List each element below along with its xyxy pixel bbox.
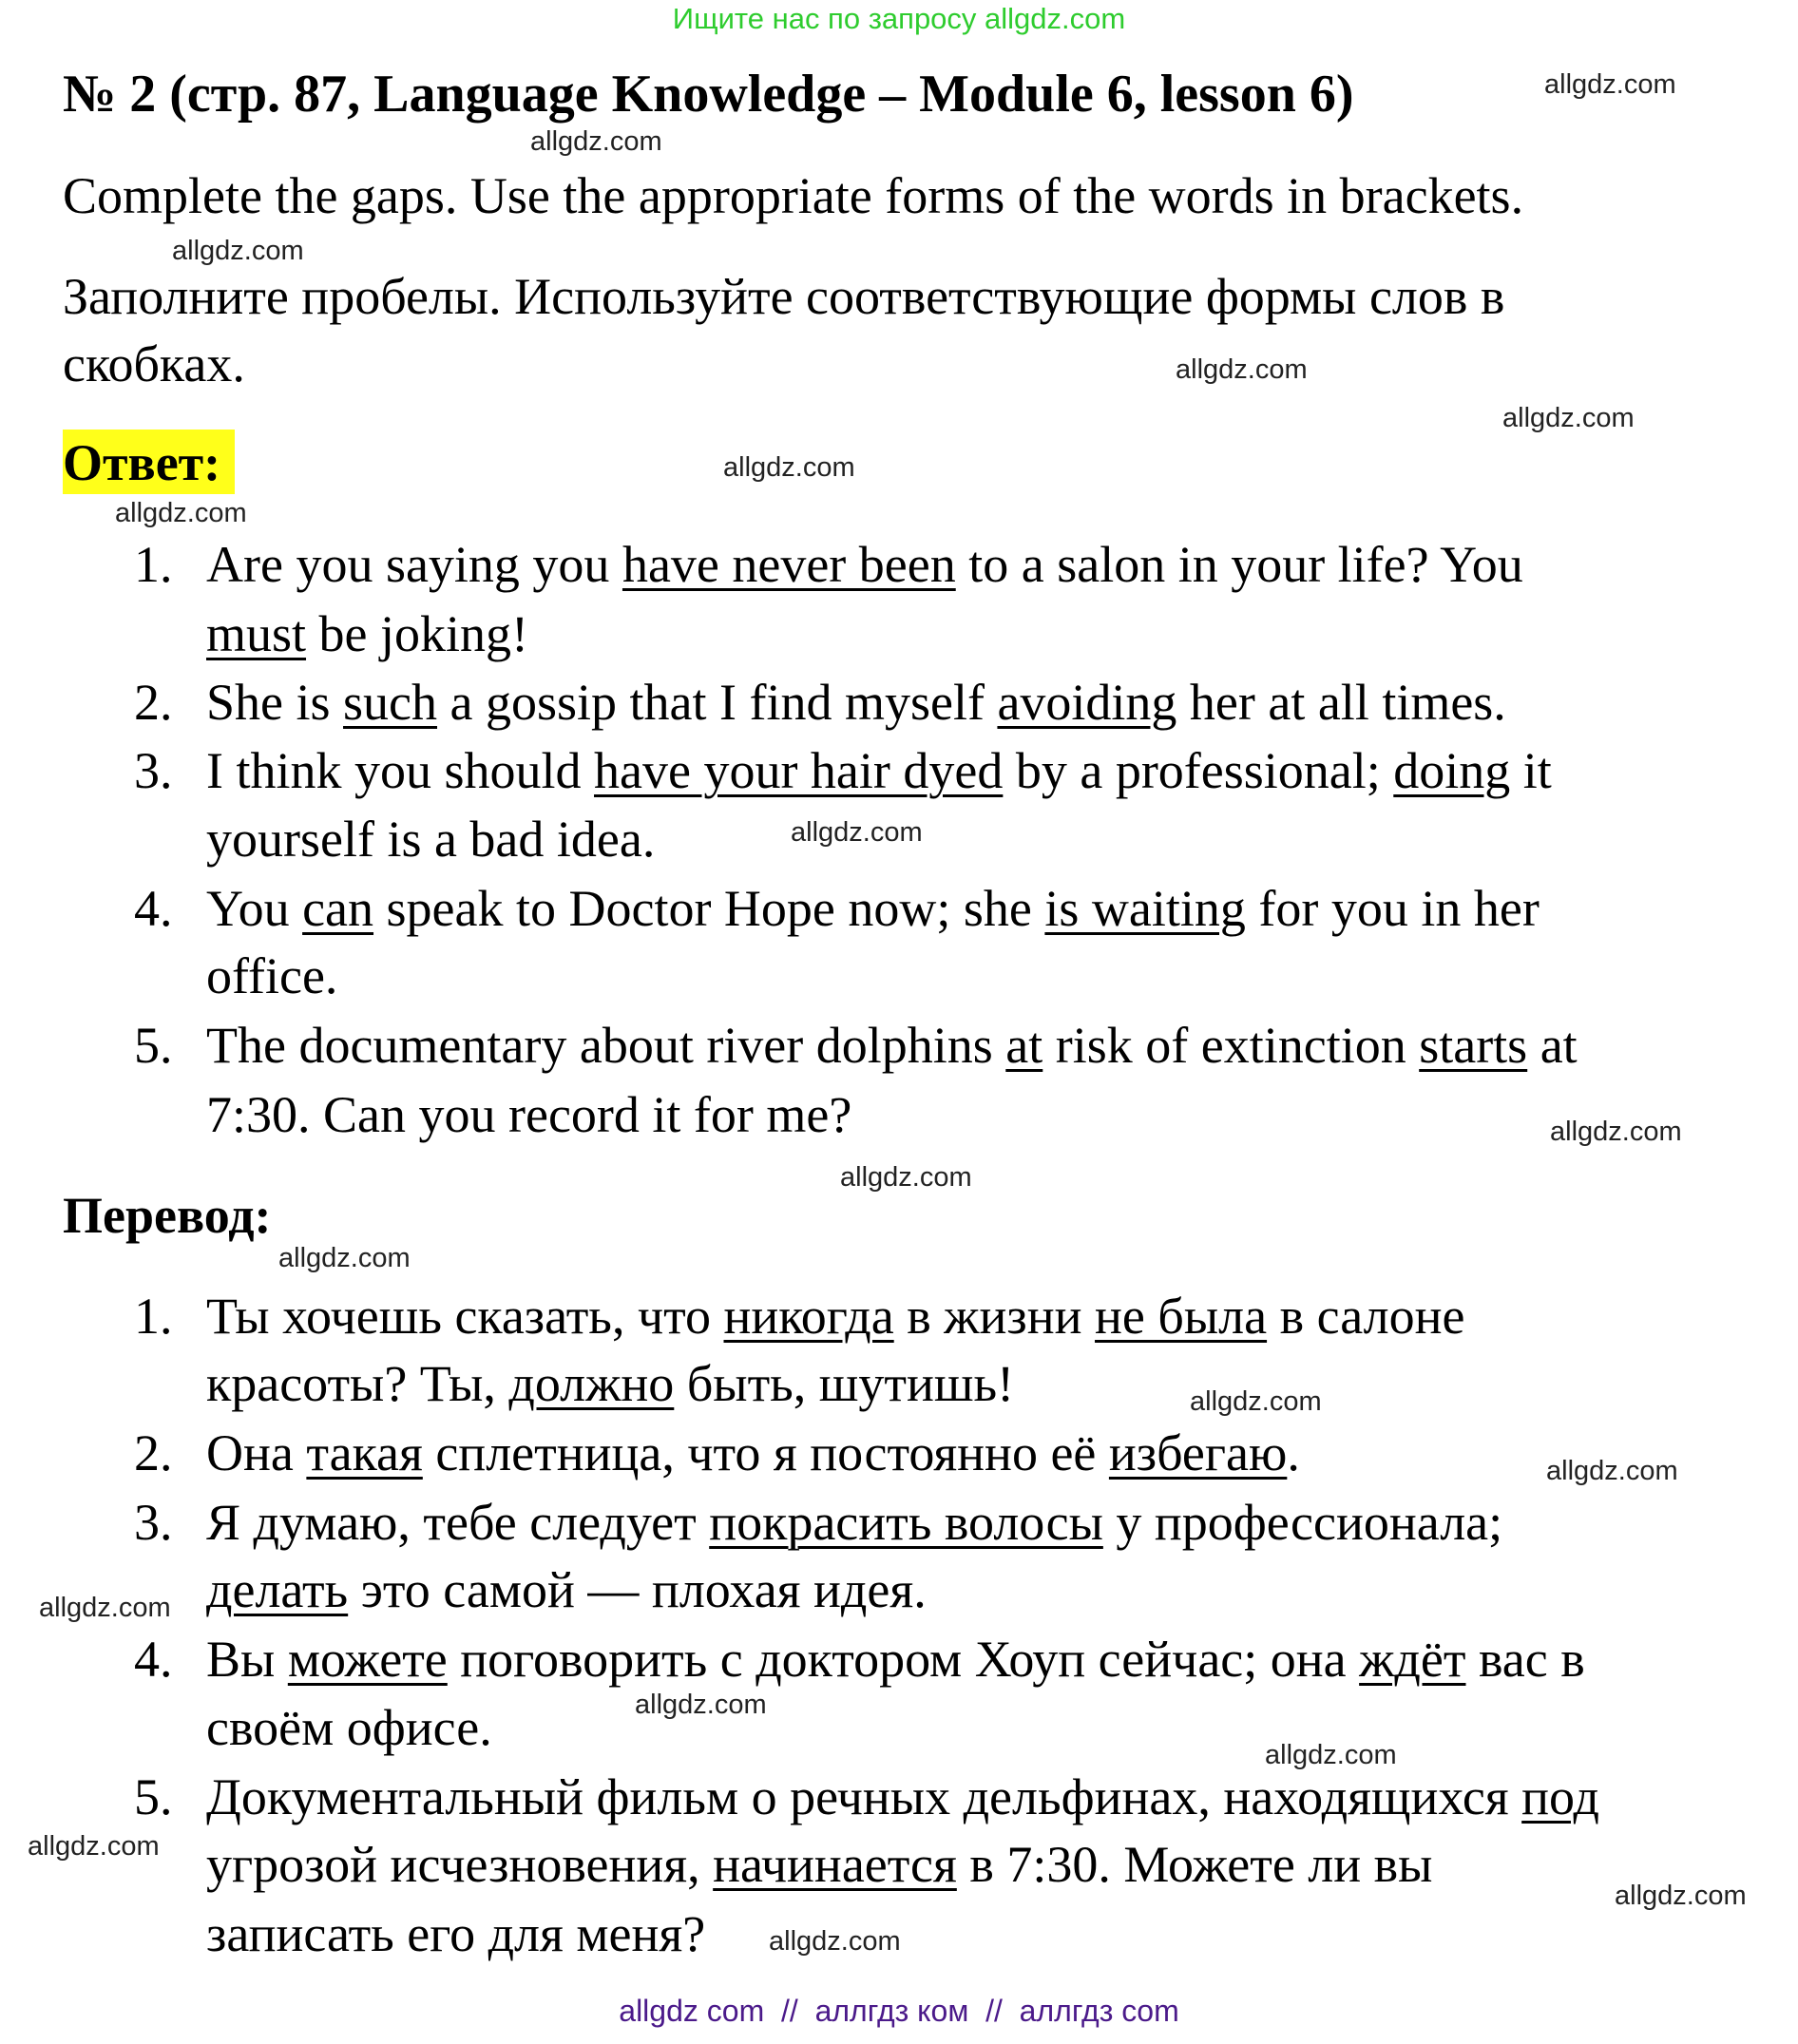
filled-gap: делать xyxy=(206,1561,349,1618)
watermark: allgdz.com xyxy=(1502,403,1635,433)
watermark: allgdz.com xyxy=(1546,1456,1678,1486)
text-segment: Ты хочешь сказать, что xyxy=(206,1288,724,1345)
text-segment: Она xyxy=(206,1424,307,1481)
watermark: allgdz.com xyxy=(1615,1881,1747,1911)
text-segment: своём офисе. xyxy=(206,1699,492,1756)
watermark: allgdz.com xyxy=(115,498,247,528)
text-segment: у профессионала; xyxy=(1102,1494,1503,1551)
answer-number: 1. xyxy=(134,536,173,593)
text-segment: в салоне xyxy=(1267,1288,1465,1345)
filled-gap: избегаю xyxy=(1108,1424,1288,1481)
translation-line xyxy=(206,1693,492,1762)
translation-number: 1. xyxy=(134,1288,173,1345)
watermark: allgdz.com xyxy=(1265,1740,1397,1770)
text-segment: записать его для меня? xyxy=(206,1905,706,1962)
translation-line xyxy=(206,1625,1585,1693)
translation-line xyxy=(206,1900,705,1968)
task-instruction-ru: Заполните пробелы. Используйте соответствующие формы слов в xyxy=(63,268,1505,325)
translation-number: 5. xyxy=(134,1768,173,1825)
filled-gap: покрасить волосы xyxy=(709,1494,1103,1551)
answer-line xyxy=(206,1080,851,1149)
watermark: allgdz.com xyxy=(39,1593,171,1623)
text-segment: вас в xyxy=(1465,1631,1585,1688)
filled-gap: is waiting xyxy=(1044,880,1246,937)
text-segment: Вы xyxy=(206,1631,288,1688)
translation-heading: Перевод: xyxy=(63,1187,272,1244)
watermark: allgdz.com xyxy=(723,452,855,483)
text-segment: поговорить с доктором Хоуп сейчас; она xyxy=(447,1631,1360,1688)
translation-line xyxy=(206,1830,1432,1899)
text-segment: risk of extinction xyxy=(1042,1017,1420,1074)
answer-number: 3. xyxy=(134,742,173,799)
text-segment: это самой — плохая идея. xyxy=(348,1561,927,1618)
text-segment: Я думаю, тебе следует xyxy=(206,1494,710,1551)
filled-gap: such xyxy=(343,674,438,731)
task-instruction-en: Complete the gaps. Use the appropriate forms of the words in brackets. xyxy=(63,167,1524,224)
watermark: allgdz.com xyxy=(530,126,662,157)
text-segment: 7:30. Can you record it for me? xyxy=(206,1086,852,1143)
translation-line xyxy=(206,1419,1300,1487)
text-segment: в 7:30. Можете ли вы xyxy=(956,1836,1433,1893)
watermark: allgdz.com xyxy=(840,1162,972,1193)
text-segment: be joking! xyxy=(306,605,528,662)
filled-gap: at xyxy=(1005,1017,1043,1074)
filled-gap: под xyxy=(1521,1768,1599,1825)
text-segment: The documentary about river dolphins xyxy=(206,1017,1006,1074)
text-segment: быть, шутишь! xyxy=(674,1355,1015,1412)
watermark: allgdz.com xyxy=(791,817,923,848)
text-segment: a gossip that I find myself xyxy=(437,674,998,731)
task-instruction-ru-cont: скобках. xyxy=(63,335,245,392)
text-segment: office. xyxy=(206,947,338,1004)
text-segment: Документальный фильм о речных дельфинах, находящихся xyxy=(206,1768,1522,1825)
watermark: allgdz.com xyxy=(635,1690,767,1720)
answer-line xyxy=(206,1011,1578,1079)
text-segment: it xyxy=(1510,742,1552,799)
search-hint-banner: Ищите нас по запросу allgdz.com xyxy=(672,2,1126,35)
filled-gap: have your hair dyed xyxy=(594,742,1004,799)
text-segment: красоты? Ты, xyxy=(206,1355,509,1412)
answer-number: 4. xyxy=(134,880,173,937)
filled-gap: doing xyxy=(1393,742,1511,799)
text-segment: her at all times. xyxy=(1176,674,1506,731)
translation-number: 2. xyxy=(134,1424,173,1481)
translation-number: 3. xyxy=(134,1494,173,1551)
answer-heading: Ответ: xyxy=(63,434,221,491)
watermark: allgdz.com xyxy=(1544,69,1676,100)
answer-line xyxy=(206,805,655,873)
text-segment: в жизни xyxy=(893,1288,1096,1345)
answer-line xyxy=(206,530,1523,599)
text-segment: You xyxy=(206,880,303,937)
translation-line xyxy=(206,1488,1502,1557)
answer-number: 5. xyxy=(134,1017,173,1074)
watermark: allgdz.com xyxy=(278,1243,411,1273)
translation-line xyxy=(206,1282,1464,1350)
translation-line xyxy=(206,1556,927,1624)
text-segment: speak to Doctor Hope now; she xyxy=(373,880,1045,937)
page-title: № 2 (стр. 87, Language Knowledge – Module 6, lesson 6) xyxy=(63,65,1354,124)
filled-gap: must xyxy=(206,605,307,662)
filled-gap: не была xyxy=(1095,1288,1268,1345)
text-segment: . xyxy=(1287,1424,1300,1481)
text-segment: I think you should xyxy=(206,742,595,799)
answer-number: 2. xyxy=(134,674,173,731)
translation-number: 4. xyxy=(134,1631,173,1688)
filled-gap: можете xyxy=(287,1631,448,1688)
text-segment: by a professional; xyxy=(1003,742,1394,799)
watermark: allgdz.com xyxy=(769,1926,901,1957)
answer-line xyxy=(206,736,1552,805)
watermark: allgdz.com xyxy=(1176,354,1308,385)
watermark: allgdz.com xyxy=(1550,1117,1682,1147)
answer-line xyxy=(206,874,1540,943)
filled-gap: have never been xyxy=(622,536,956,593)
filled-gap: avoiding xyxy=(997,674,1177,731)
text-segment: to a salon in your life? You xyxy=(955,536,1523,593)
filled-gap: никогда xyxy=(723,1288,894,1345)
answer-line xyxy=(206,668,1506,736)
filled-gap: ждёт xyxy=(1359,1631,1466,1688)
answer-line xyxy=(206,942,337,1010)
watermark: allgdz.com xyxy=(28,1831,160,1862)
filled-gap: начинается xyxy=(713,1836,957,1893)
text-segment: угрозой исчезновения, xyxy=(206,1836,714,1893)
text-segment: at xyxy=(1527,1017,1578,1074)
footer-watermark: allgdz com // аллгдз ком // аллгдз com xyxy=(619,1994,1179,2028)
filled-gap: starts xyxy=(1419,1017,1528,1074)
watermark: allgdz.com xyxy=(172,236,304,266)
translation-line xyxy=(206,1349,1014,1418)
text-segment: She is xyxy=(206,674,344,731)
filled-gap: can xyxy=(302,880,374,937)
answer-line xyxy=(206,600,528,668)
text-segment: сплетница, что я постоянно её xyxy=(422,1424,1109,1481)
filled-gap: такая xyxy=(306,1424,423,1481)
text-segment: Are you saying you xyxy=(206,536,622,593)
text-segment: yourself is a bad idea. xyxy=(206,811,656,868)
filled-gap: должно xyxy=(508,1355,675,1412)
text-segment: for you in her xyxy=(1245,880,1540,937)
watermark: allgdz.com xyxy=(1190,1386,1322,1417)
